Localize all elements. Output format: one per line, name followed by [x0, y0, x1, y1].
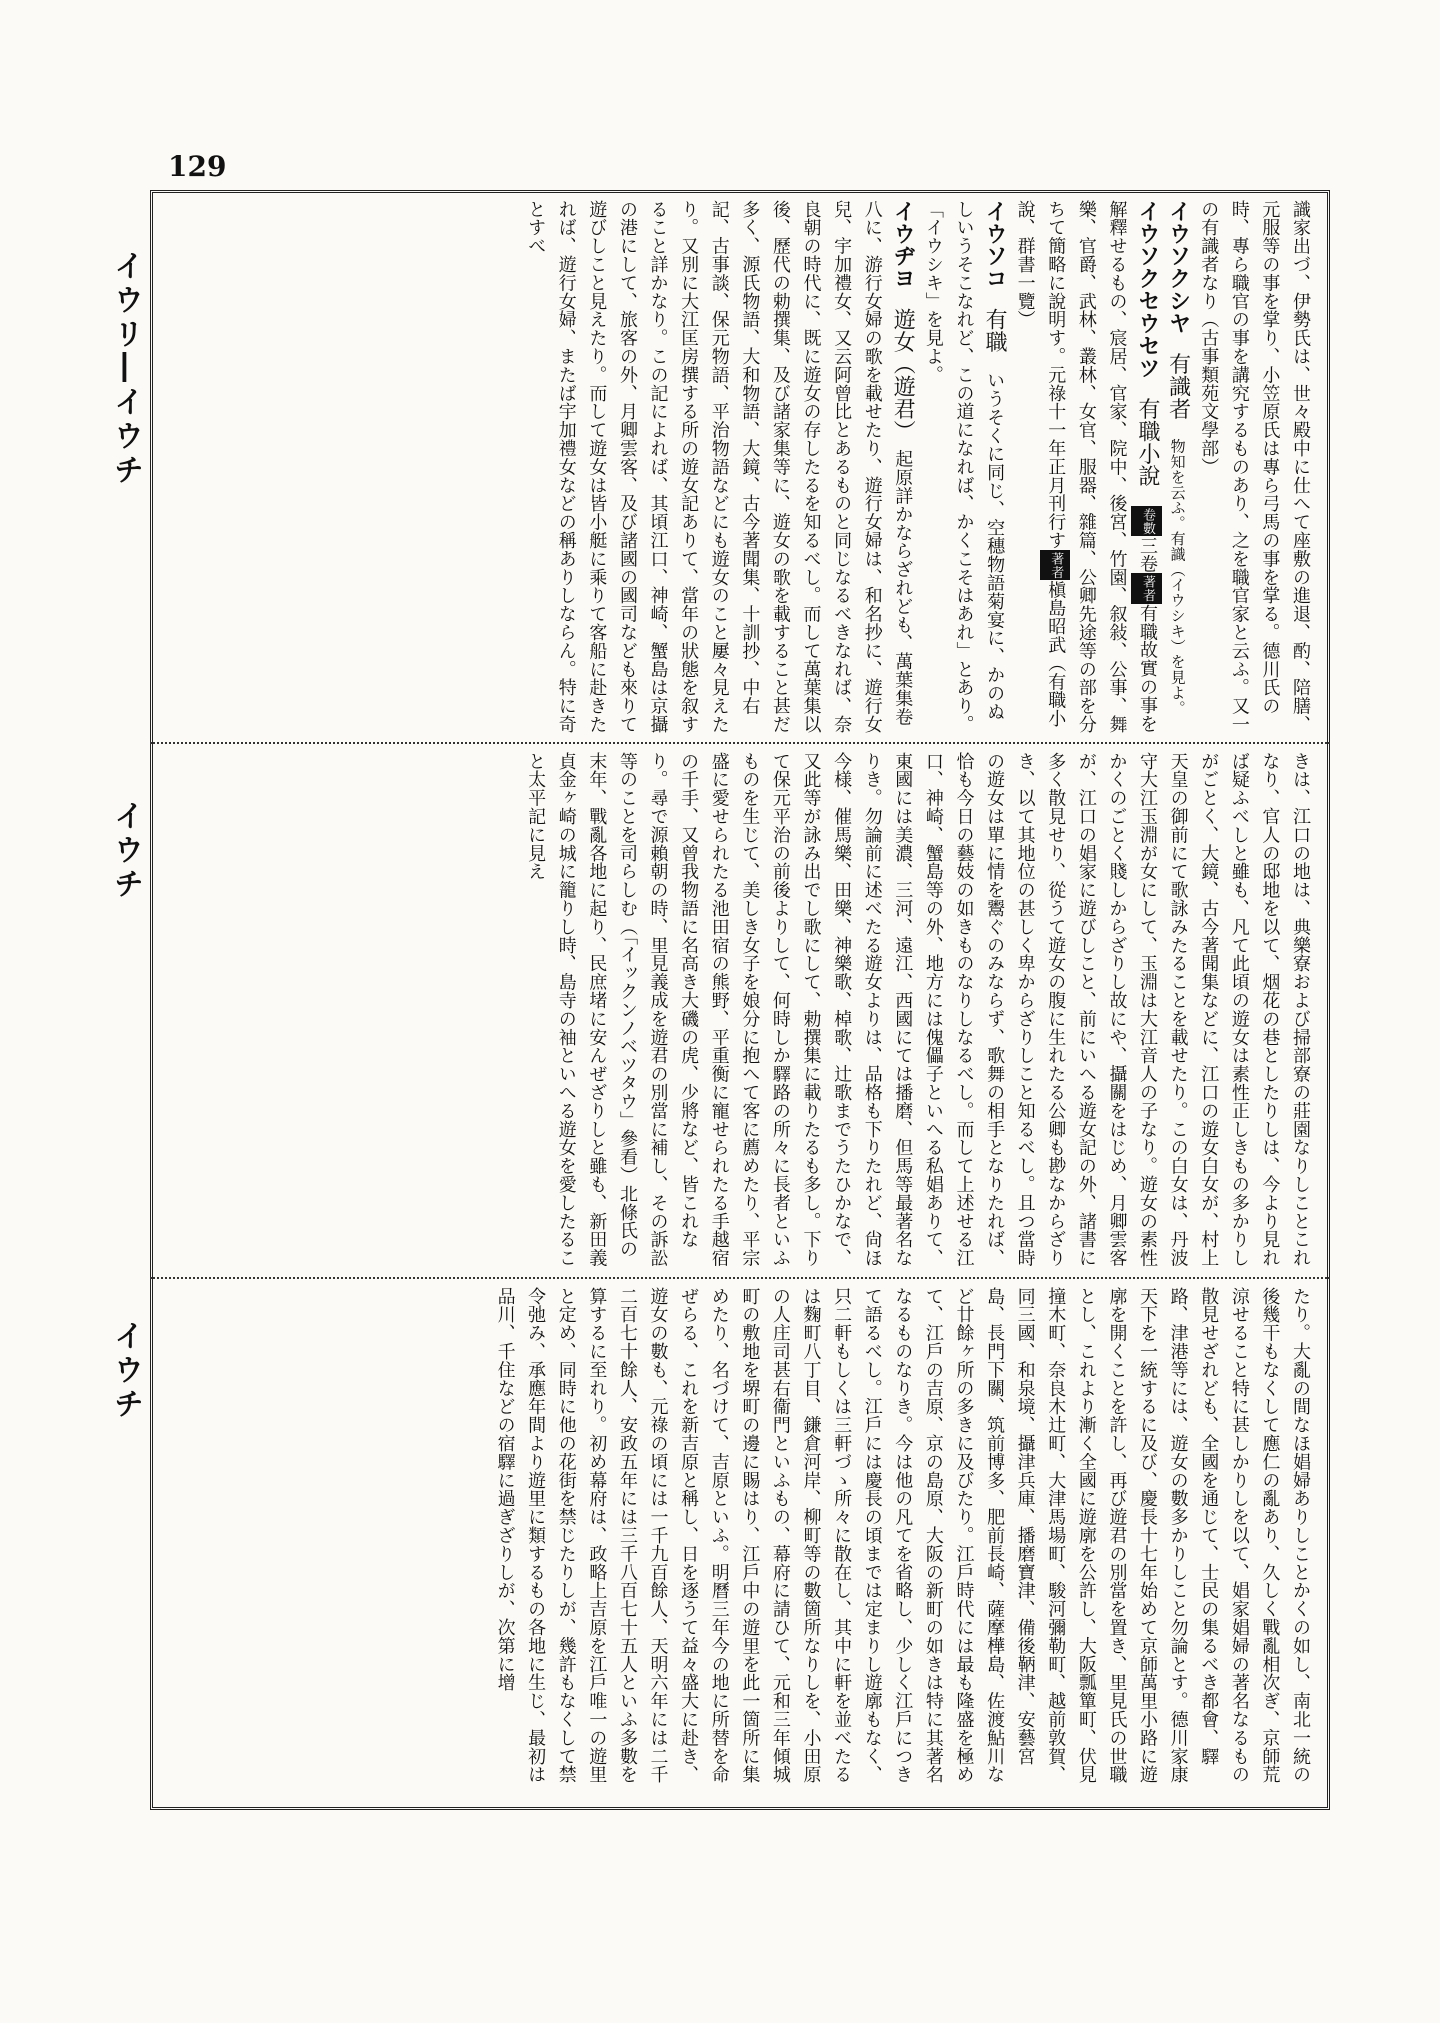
entry-heading: イウソクセウセツ: [1135, 200, 1161, 380]
middle-tier-text: [165, 752, 1315, 1270]
entry-yusoko: [917, 200, 1009, 735]
entry-body: いうそくに同じ、空穗物語菊宴に、かのぬしいうそこなれど、この道になれば、かくこそはあれ」とあり。「イウシキ」を見よ。: [922, 200, 1006, 734]
entry-yujo: [520, 200, 918, 735]
tier-divider-upper: [150, 742, 1330, 744]
entry-heading: イウヂヨ: [890, 200, 916, 290]
entry-kanji: 有識者: [1165, 352, 1191, 421]
entry-body-2: 槇島昭武（有職小說、群書一覽）: [1014, 200, 1067, 728]
tier-divider-lower: [150, 1277, 1330, 1279]
entry-yusokusha: [1162, 200, 1193, 735]
running-head-top: イウリ―イウチ: [108, 250, 143, 488]
volume-tag: 卷數: [1131, 506, 1162, 537]
volume-count: 三卷: [1137, 536, 1159, 574]
entry-body: 有職故實の事を解釋せるもの、宸居、官家、院中、後宮、竹園、叙敍、公事、舞樂、官爵、武林、叢林、女官、服器、雜篇、公卿先途等の部を分ちて簡略に說明す。元祿十一年正月刊行す: [1045, 200, 1159, 734]
body-paragraph: たり。大亂の間なほ娼婦ありしことかくの如し、南北一統の後幾干もなくして應仁の亂あり、久しく戰亂相次ぎ、京師荒涼せること特に甚しかりしを以て、娼家娼婦の著名なるもの散見せざれども、全國を通じて、士民の集るべき都會、驛路、津港等には、遊女の數多かりしこと勿論とす。德川家康天下を一統するに及び、慶長十七年始めて京師萬里小路に遊廓を開くことを許し、再び遊君の別當を置き、里見氏の世職とし、これより漸く全國に遊廓を公許し、大阪瓢簞町、伏見撞木町、奈良木辻町、大津馬場町、駿河彌勒町、越前敦賀、同三國、和泉境、攝津兵庫、播磨寶津、備後鞆津、安藝宮島、長門下關、筑前博多、肥前長崎、薩摩樺島、佐渡鮎川など廿餘ヶ所の多きに及びたり。江戶時代には最も隆盛を極めて、江戶の吉原、京の島原、大阪の新町の如きは特に其著名なるものなりき。今は他の凡てを省略し、少しく江戶につきて語るべし。江戶には慶長の頃までは定まりし遊廓もなく、只二軒もしくは三軒づゝ所々に散在し、其中に軒を並べたるは麴町八丁目、鎌倉河岸、柳町等の數箇所なりしを、小田原の人庄司甚右衞門といふもの、幕府に請ひて、元和三年傾城町の敷地を堺町の邊に賜はり、江戶中の遊里を此一箇所に集めたり、名づけて、吉原といふ。明曆三年今の地に所替を命ぜらる、これを新吉原と稱し、日を逐うて益々盛大に赴き、遊女の數も、元祿の頃には一千九百餘人、天明六年には二千二百七十餘人、安政五年には三千八百七十五人といふ多數を算するに至れり。初め幕府は、政略上吉原を江戶唯一の遊里と定め、同時に他の花街を禁じたりしが、幾許もなくして禁令弛み、承應年間より遊里に類するもの各地に生じ、最初は品川、千住などの宿驛に過ぎざりしが、次第に增: [494, 1287, 1311, 1784]
entry-kanji: 有職: [982, 308, 1008, 353]
bottom-tier-header: [100, 1320, 150, 1520]
middle-tier-header: [100, 800, 150, 1000]
page-number: 129: [168, 150, 227, 183]
entry-kanji: 遊女（遊君）: [890, 308, 916, 432]
author-tag-2: 著者: [1040, 550, 1071, 581]
bottom-tier-text: [165, 1287, 1315, 1802]
entry-heading: イウソクシヤ: [1165, 200, 1191, 335]
top-tier-text: [165, 200, 1315, 735]
entry-yusokushosetsu: [1009, 200, 1162, 735]
continued-paragraph: 識家出づ、伊勢氏は、世々殿中に仕へて座敷の進退、酌、陪膳、元服等の事を掌り、小笠原氏は專ら弓馬の事を掌る。德川氏の時、專ら職官の事を講究するものあり、之を職官家と云ふ。又一の有識者なり（古事類苑文學部）: [1198, 200, 1311, 734]
running-head-bottom: イウチ: [108, 1320, 143, 1422]
top-tier-header: [100, 250, 150, 680]
running-head-middle: イウチ: [108, 800, 143, 902]
entry-note: 物知を云ふ。有識（イウシキ）を見よ。: [1168, 438, 1187, 716]
author-tag: 著者: [1131, 573, 1162, 604]
body-paragraph: きは、江口の地は、典樂寮および掃部寮の莊園なりしことこれなり、官人の邸地を以て、烟花の巷としたりしは、今より見れば疑ふべしと雖も、凡て此頃の遊女は素性正しきもの多かりしがごとく、大鏡、古今著聞集などに、江口の遊女白女が、村上天皇の御前にて歌詠みたることを載せたり。この白女は、丹波守大江玉淵が女にして、玉淵は大江音人の子なり。遊女の素性かくのごとく賤しからざりし故にや、攝關をはじめ、月卿雲客が、江口の娼家に遊びしこと、前にいへる遊女記の外、諸書に多く散見せり、從うて遊女の腹に生れたる公卿も尠なからざりき、以て其地位の甚しく卑からざりしこと知るべし。且つ當時の遊女は單に情を鬻ぐのみならず、歌舞の相手となりたれば、恰も今日の藝妓の如きものなりしなるべし。而して上述せる江口、神崎、蟹島等の外、地方には傀儡子といへる私娼ありて、東國には美濃、三河、遠江、西國にては播磨、但馬等最著名なりき。勿論前に述べたる遊女よりは、品格も下りたれど、尙ほ今様、催馬樂、田樂、神樂歌、棹歌、辻歌までうたひかなで、又此等が詠み出でし歌にして、勅撰集に載りたるも多し。下りて保元平治の前後よりして、何時しか驛路の所々に長者といふものを生じて、美しき女子を娘分に抱へて客に薦めたり、平宗盛に愛せられたる池田宿の熊野、平重衡に寵せられたる手越宿の千手、又曾我物語に名高き大磯の虎、少將など、皆これなり。尋で源賴朝の時、里見義成を遊君の別當に補し、その訴訟等のことを司らしむ（「イックンノベツタウ」參看）北條氏の末年、戰亂各地に起り、民庶堵に安んぜざりしと雖も、新田義貞金ヶ崎の城に籠りし時、島寺の袖といへる遊女を愛したること太平記に見え: [525, 752, 1311, 1268]
entry-kanji: 有職小說: [1135, 397, 1161, 488]
entry-body: 起原詳かならざれども、萬葉集卷八に、游行女婦の歌を載せたり、遊行女婦は、和名抄に、遊行女兒、宇加禮女、又云阿曾比とあるものと同じなるべきなれば、奈良朝の時代に、既に遊女の存したるを知るべし。而して萬葉集以後、歷代の勅撰集、及び諸家集等に、遊女の歌を載すること甚だ多く、源氏物語、大和物語、大鏡、古今著聞集、十訓抄、中右記、古事談、保元物語、平治物語などにも遊女のこと屢々見えたり。又別に大江匡房撰する所の遊女記ありて、當年の狀態を叙すること詳かなり。この記によれば、其頃江口、神崎、蟹島は京攝の港にして、旅客の外、月卿雲客、及び諸國の國司なども來りて遊びしこと見えたり。而して遊女は皆小艇に乘りて客船に赴きたれば、遊行女婦、またば宇加禮女などの稱ありしならん。特に奇とすべ: [525, 200, 914, 734]
entry-heading: イウソコ: [982, 200, 1008, 290]
